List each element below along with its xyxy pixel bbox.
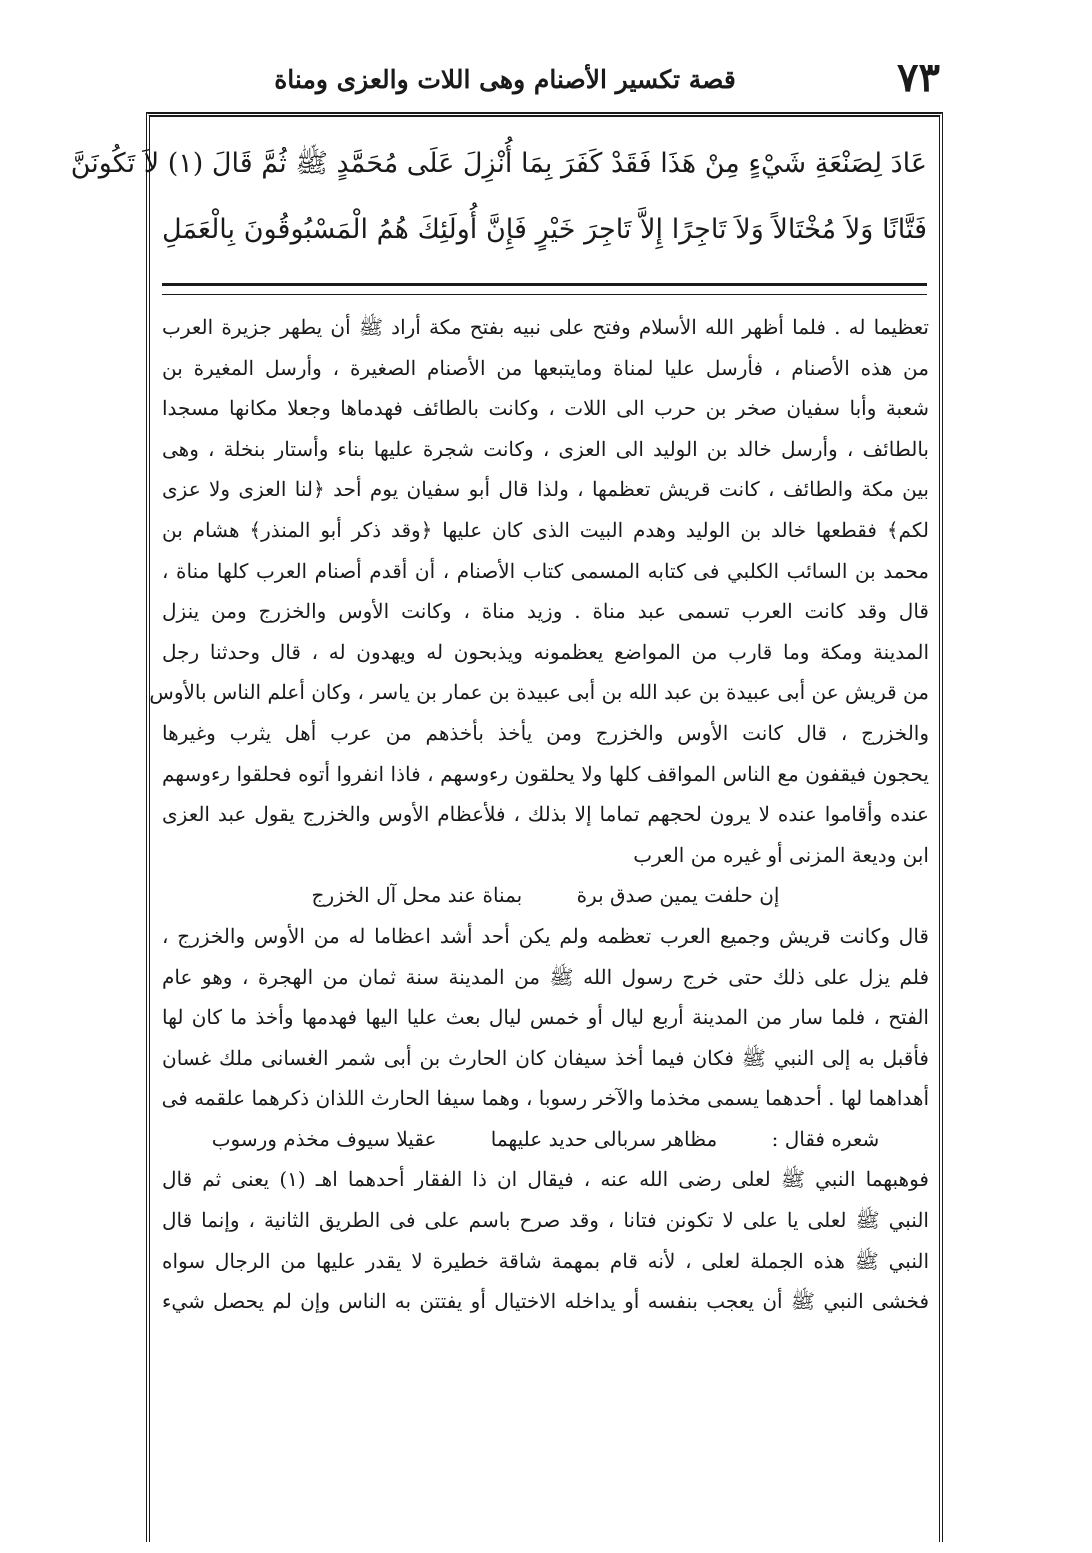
commentary-line: فأقبل به إلى النبي ﷺ فكان فيما أخذ سيفان كان الحارث بن أبى شمر الغسانى ملك غسان: [162, 1045, 929, 1070]
poem-verse-2: [162, 1119, 929, 1160]
commentary-line: النبي ﷺ لعلى يا على لا تكونن فتانا ، وقد صرح باسم على فى الطريق الثانية ، وإنما قال: [162, 1208, 929, 1233]
commentary-line: ابن وديعة المزنى أو غيره من العرب: [633, 842, 929, 867]
poem-verse-1: [162, 875, 929, 916]
commentary-line: فخشى النبي ﷺ أن يعجب بنفسه أو يداخله الاختيال أو يفتتن به الناس وإن لم يحصل شيء: [162, 1289, 929, 1314]
commentary-line: أهداهما لها . أحدهما يسمى مخذما والآخر رسوبا ، وهما سيفا الحارث اللذان ذكرهما علقمه فى: [161, 1086, 929, 1111]
commentary-line: قال وكانت قريش وجميع العرب تعظمه ولم يكن أحد أشد اعظاما له من الأوس والخزرج ،: [162, 923, 929, 948]
hadith-text-block: [70, 131, 927, 281]
poem-hemistich-right: مظاهر سربالى حديد عليهما: [490, 1126, 718, 1151]
commentary-line: المدينة ومكة وما قارب من المواضع يعظمونه ويذبحون له ويهدون له ، قال وحدثنا رجل: [162, 639, 929, 664]
commentary-line: شعبة وأبا سفيان صخر بن حرب الى اللات ، وكانت بالطائف فهدماها وجعلا مكانها مسجدا: [162, 396, 929, 421]
poem-hemistich-left: عقيلا سيوف مخذم ورسوب: [211, 1126, 437, 1151]
commentary-line: فلم يزل على ذلك حتى خرج رسول الله ﷺ من المدينة سنة ثمان من الهجرة ، وهو عام: [162, 964, 929, 989]
poem-hemistich-left: بمناة عند محل آل الخزرج: [311, 883, 523, 908]
commentary-line: بالطائف ، وأرسل خالد بن الوليد الى العزى ، وكانت شجرة عليها بناء وأستار بنخلة ، وهى: [162, 436, 929, 461]
commentary-line: والخزرج ، قال كانت الأوس والخزرج ومن يأخذ بأخذهم من عرب أهل يثرب وغيرها: [162, 720, 929, 745]
commentary-line: قال وقد كانت العرب تسمى عبد مناة . وزيد مناة ، وكانت الأوس والخزرج ومن ينزل: [162, 599, 929, 624]
commentary-line: لكم﴾ فقطعها خالد بن الوليد وهدم البيت الذى كان عليها ﴿وقد ذكر أبو المنذر﴾ هشام بن: [162, 517, 929, 542]
commentary-line: بين مكة والطائف ، كانت قريش تعظمها ، ولذا قال أبو سفيان يوم أحد ﴿لنا العزى ولا عزى: [162, 477, 929, 502]
commentary-text: [149, 307, 929, 1322]
poem-hemistich-right: إن حلفت يمين صدق برة: [576, 883, 780, 908]
poem-lead: شعره فقال :: [771, 1126, 880, 1151]
commentary-line: عنده وأقاموا عنده لا يرون لحجهم تماما إلا بذلك ، فلأعظام الأوس والخزرج يقول عبد العزى: [162, 802, 929, 827]
separator-rule: [162, 283, 927, 295]
text-frame: [70, 112, 943, 1542]
commentary-line: محمد بن السائب الكلبي فى كتابه المسمى كتاب الأصنام ، أن أقدم أصنام العرب كلها مناة ،: [162, 558, 929, 583]
commentary-line: تعظيما له . فلما أظهر الله الأسلام وفتح على نبيه بفتح مكة أراد ﷺ أن يطهر جزيرة العرب: [162, 315, 929, 339]
hadith-line: عَادَ لِصَنْعَةِ شَيْءٍ مِنْ هَذَا فَقَدْ كَفَرَ بِمَا أُنْزِلَ عَلَى مُحَمَّدٍ ﷺ ثُمَّ قَالَ (١) لاَ تَكُونَنَّ: [70, 148, 927, 179]
page-number: ٧٣: [897, 54, 940, 101]
commentary-line: من هذه الأصنام ، فأرسل عليا لمناة ومايتبعها من الأصنام الصغيرة ، وأرسل المغيرة بن: [162, 355, 929, 380]
commentary-line: من قريش عن أبى عبيدة بن عبد الله بن أبى عبيدة بن عمار بن ياسر ، وكان أعلم الناس بالأوس: [149, 680, 929, 705]
page-header: [150, 50, 940, 112]
commentary-line: يحجون فيقفون مع الناس المواقف كلها ولا يحلقون رءوسهم ، فاذا انفروا أتوه فحلقوا رءوسهم: [162, 761, 929, 786]
commentary-line: الفتح ، فلما سار من المدينة أربع ليال أو خمس ليال بعث عليا اليها فهدمها وأخذ ما كان لها: [162, 1005, 929, 1030]
hadith-line: فَتَّانًا وَلاَ مُخْتَالاً وَلاَ تَاجِرًا إِلاَّ تَاجِرَ خَيْرٍ فَإِنَّ أُولَئِكَ هُمُ الْمَسْبُوقُونَ بِالْعَمَلِ: [162, 214, 927, 245]
commentary-line: النبي ﷺ هذه الجملة لعلى ، لأنه قام بمهمة شاقة خطيرة لا يقدر عليها من الرجال سواه: [162, 1248, 929, 1273]
commentary-line: فوهبهما النبي ﷺ لعلى رضى الله عنه ، فيقال ان ذا الفقار أحدهما اهـ (١) يعنى ثم قال: [162, 1167, 929, 1192]
running-title: قصة تكسير الأصنام وهى اللات والعزى ومناة: [274, 65, 736, 94]
